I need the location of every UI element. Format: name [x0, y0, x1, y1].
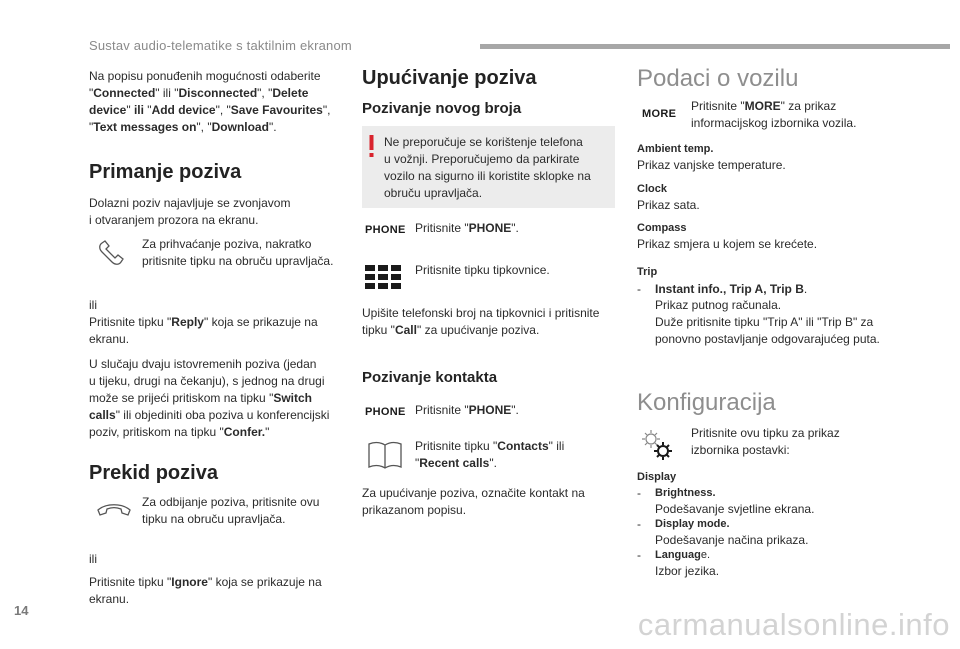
heading-konfiguracija: Konfiguracija — [637, 389, 776, 416]
term-display-mode: Display mode. — [655, 518, 730, 530]
text-segment: device — [89, 103, 127, 117]
primanje-line-1: Dolazni poziv najavljuje se zvonjavom — [89, 196, 291, 210]
text-segment: Save Favourites — [230, 103, 323, 117]
text-segment: " — [126, 103, 134, 117]
desc-display-mode: Podešavanje načina prikaza. — [655, 533, 809, 547]
dual-line-2: u tijeku, drugi na čekanju), s jednog na drugi — [89, 374, 325, 388]
term-ambient-temp: Ambient temp. — [637, 143, 714, 155]
trip-item-end: . — [803, 282, 808, 296]
reply-line-1 — [89, 314, 318, 331]
phone-key-label-2: PHONE — [365, 406, 406, 418]
reject-instruction — [142, 494, 319, 528]
dual-call-paragraph — [89, 356, 329, 441]
text-segment: " ili — [548, 439, 565, 453]
text-segment: ", " — [215, 103, 231, 117]
intro-line-1: Na popisu ponuđenih mogućnosti odaberite — [89, 69, 321, 83]
desc-brightness: Podešavanje svjetline ekrana. — [655, 502, 815, 516]
warning-line-3: vozilo na sigurno ili koristite sklopke na — [384, 169, 591, 183]
primanje-line-2: i otvaranjem prozora na ekranu. — [89, 213, 259, 227]
intro-paragraph — [89, 68, 330, 136]
term-compass: Compass — [637, 222, 687, 234]
config-instruction — [691, 425, 840, 459]
text-segment: Pritisnite " — [415, 403, 469, 417]
reject-line-1: Za odbijanje poziva, pritisnite ovu — [142, 495, 320, 509]
text-segment: Reply — [171, 315, 204, 329]
text-segment: ili — [133, 103, 144, 117]
reply-line-2: ekranu. — [89, 332, 130, 346]
text-segment: tipku " — [362, 323, 395, 337]
text-segment: " — [143, 103, 152, 117]
watermark: carmanualsonline.info — [637, 607, 950, 642]
term-trip: Trip — [637, 266, 658, 278]
warning-text — [384, 134, 591, 202]
warning-line-2: u vožnji. Preporučujemo da parkirate — [384, 152, 580, 166]
accept-line-2: pritisnite tipku na obruču upravljača. — [142, 254, 334, 268]
text-segment: " za prikaz — [780, 99, 837, 113]
text-segment: Switch — [273, 391, 312, 405]
heading-pozivanje-novog-broja: Pozivanje novog broja — [362, 100, 522, 117]
more-line-2: informacijskog izbornika vozila. — [691, 116, 857, 130]
dual-line-1: U slučaju dvaju istovremenih poziva (jedan — [89, 357, 317, 371]
more-key-label: MORE — [642, 108, 677, 120]
text-segment: " koja se prikazuje na — [207, 575, 322, 589]
press-keypad-instruction: Pritisnite tipku tipkovnice. — [415, 263, 550, 277]
text-segment: može se prijeći pritiskom na tipku " — [89, 391, 274, 405]
heading-pozivanje-kontakta: Pozivanje kontakta — [362, 369, 498, 386]
dial-line-2 — [362, 322, 599, 339]
settings-gears-icon — [637, 427, 677, 463]
reject-line-2: tipku na obruču upravljača. — [142, 512, 286, 526]
contacts-line-2 — [415, 455, 564, 472]
text-segment: Text messages on — [93, 120, 197, 134]
term-language-bold: Languag — [655, 549, 701, 561]
text-segment: Contacts — [497, 439, 549, 453]
dual-line-3 — [89, 390, 329, 407]
dial-line-1: Upišite telefonski broj na tipkovnici i pritisnite — [362, 306, 600, 320]
dash-language: - — [637, 548, 641, 562]
text-segment: Pritisnite " — [415, 221, 469, 235]
term-language — [655, 549, 710, 561]
text-segment: poziv, pritiskom na tipku " — [89, 425, 224, 439]
desc-ambient-temp: Prikaz vanjske temperature. — [637, 158, 786, 172]
text-segment: ". — [511, 403, 519, 417]
header-rule — [480, 44, 950, 49]
text-segment: MORE — [744, 99, 781, 113]
text-segment: ". — [511, 221, 519, 235]
trip-item-bold: Instant info., Trip A, Trip B — [655, 282, 804, 296]
text-segment: PHONE — [468, 221, 512, 235]
config-line-1: Pritisnite ovu tipku za prikaz — [691, 426, 840, 440]
text-segment: Confer. — [223, 425, 266, 439]
accept-instruction — [142, 236, 333, 270]
phone-key-label: PHONE — [365, 224, 406, 236]
warning-box — [362, 126, 615, 208]
text-segment: Download — [211, 120, 269, 134]
press-phone-instruction-2 — [415, 402, 519, 419]
reply-paragraph — [89, 297, 318, 348]
trip-desc — [655, 297, 880, 348]
phone-accept-icon — [96, 240, 132, 266]
text-segment: Call — [394, 323, 417, 337]
page-header-title: Sustav audio-telematike s taktilnim ekranom — [89, 38, 352, 53]
trip-desc-1: Prikaz putnog računala. — [655, 298, 782, 312]
trip-desc-3: ponovno postavljanje odgovarajućeg puta. — [655, 332, 880, 346]
term-brightness: Brightness. — [655, 487, 716, 499]
dual-line-4 — [89, 407, 329, 424]
text-segment: Pritisnite " — [691, 99, 745, 113]
intro-line-2 — [89, 85, 330, 102]
desc-compass: Prikaz smjera u kojem se krećete. — [637, 237, 818, 251]
phone-hangup-icon — [96, 500, 132, 522]
text-segment: " ili objediniti oba poziva u konferencijski — [115, 408, 330, 422]
trip-item — [655, 282, 807, 296]
text-segment: Disconnected — [178, 86, 258, 100]
ignore-line-2: ekranu. — [89, 592, 130, 606]
text-segment: Pritisnite tipku " — [89, 575, 172, 589]
contact-line-1: Za upućivanje poziva, označite kontakt na — [362, 486, 585, 500]
term-display: Display — [637, 471, 677, 483]
text-segment: ", " — [196, 120, 212, 134]
text-segment: Pritisnite tipku " — [89, 315, 172, 329]
intro-line-3 — [89, 102, 330, 119]
desc-language: Izbor jezika. — [655, 564, 720, 578]
term-language-end: e. — [700, 549, 711, 561]
ignore-line-1 — [89, 574, 322, 591]
heading-podaci-o-vozilu: Podaci o vozilu — [637, 65, 799, 92]
text-segment: " — [89, 120, 94, 134]
heading-primanje-poziva: Primanje poziva — [89, 161, 242, 183]
warning-line-4: obruču upravljača. — [384, 186, 483, 200]
text-segment: ". — [268, 120, 277, 134]
text-segment: " — [89, 86, 94, 100]
text-segment: calls — [89, 408, 116, 422]
text-segment: Ignore — [171, 575, 208, 589]
text-segment: " — [265, 425, 270, 439]
press-phone-instruction — [415, 220, 519, 237]
ili-text-1: ili — [89, 298, 97, 312]
dash-display-mode: - — [637, 517, 641, 531]
term-clock: Clock — [637, 183, 667, 195]
text-segment: ", — [322, 103, 331, 117]
text-segment: Connected — [93, 86, 156, 100]
warning-exclamation-icon — [369, 135, 374, 157]
ignore-paragraph — [89, 574, 322, 608]
more-instruction — [691, 98, 856, 132]
contacts-instruction — [415, 438, 564, 472]
ili-text-2: ili — [89, 552, 97, 566]
heading-upucivanje-poziva: Upućivanje poziva — [362, 67, 537, 89]
contact-select-paragraph — [362, 485, 585, 519]
dash-trip: - — [637, 282, 641, 296]
trip-desc-2: Duže pritisnite tipku "Trip A" ili "Trip B" za — [655, 315, 874, 329]
dual-line-5 — [89, 424, 329, 441]
contacts-line-1 — [415, 438, 564, 455]
text-segment: " — [415, 456, 420, 470]
text-segment: Add device — [151, 103, 216, 117]
page-number: 14 — [14, 603, 29, 618]
accept-line-1: Za prihvaćanje poziva, nakratko — [142, 237, 312, 251]
text-segment: " koja se prikazuje na — [203, 315, 318, 329]
text-segment: PHONE — [468, 403, 512, 417]
desc-clock: Prikaz sata. — [637, 198, 700, 212]
contact-line-2: prikazanom popisu. — [362, 503, 467, 517]
config-line-2: izbornika postavki: — [691, 443, 790, 457]
text-segment: " ili " — [155, 86, 179, 100]
text-segment: " za upućivanje poziva. — [416, 323, 540, 337]
keypad-icon — [365, 265, 403, 293]
text-segment: ", " — [257, 86, 273, 100]
text-segment: Recent calls — [419, 456, 490, 470]
text-segment: ". — [489, 456, 497, 470]
contacts-book-icon — [367, 440, 403, 470]
primanje-intro — [89, 195, 290, 229]
dash-brightness: - — [637, 486, 641, 500]
text-segment: Pritisnite tipku " — [415, 439, 498, 453]
text-segment: Delete — [272, 86, 309, 100]
intro-line-4 — [89, 119, 330, 136]
warning-line-1: Ne preporučuje se korištenje telefona — [384, 135, 583, 149]
dial-paragraph — [362, 305, 599, 339]
heading-prekid-poziva: Prekid poziva — [89, 462, 218, 484]
more-line-1 — [691, 98, 856, 115]
